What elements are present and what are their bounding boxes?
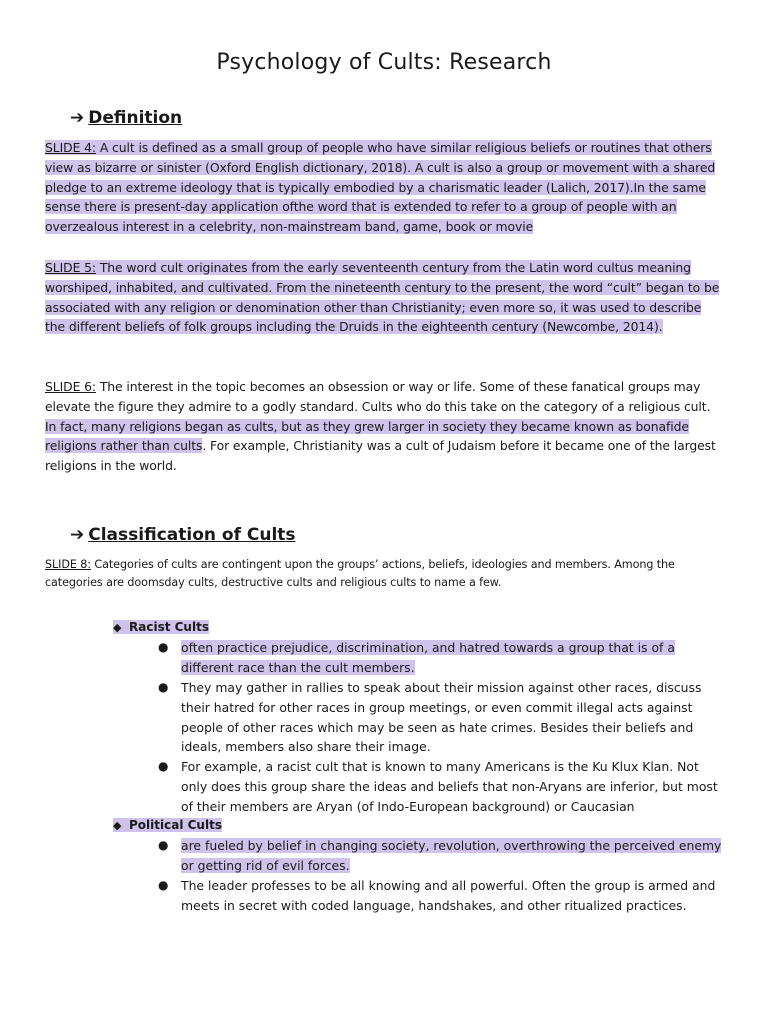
bullet-dot-icon: ● xyxy=(158,838,169,852)
slide-6-paragraph xyxy=(45,377,725,476)
bullet-dot-icon: ● xyxy=(158,640,169,654)
highlighted-text xyxy=(113,818,222,832)
category-racist-cults xyxy=(113,620,209,634)
bullet-text: They may gather in rallies to speak about their mission against other races, discuss their hatred for other races in group meetings, or even commit illegal acts against people of other races which may be seen as hate crimes. Besides their beliefs and ideals, members also share their image. xyxy=(181,680,702,755)
slide-label: SLIDE 6: xyxy=(45,379,96,394)
arrow-right-icon: ➔ xyxy=(70,108,85,128)
slide-4-paragraph xyxy=(45,138,725,237)
list-item xyxy=(158,678,723,757)
slide-text: Categories of cults are contingent upon the groups’ actions, beliefs, ideologies and members. Among the categories are doomsday cults, destructive cults and religious cults to name a few. xyxy=(45,558,675,589)
highlighted-text xyxy=(45,260,719,334)
diamond-bullet-icon: ◆ xyxy=(113,621,122,634)
bullet-dot-icon: ● xyxy=(158,878,169,892)
slide-8-paragraph xyxy=(45,556,725,592)
list-item xyxy=(158,876,723,916)
section-heading-text: Definition xyxy=(88,108,183,128)
slide-label: SLIDE 5: xyxy=(45,260,96,275)
slide-text: A cult is defined as a small group of people who have similar religious beliefs or routines that others view as bizarre or sinister (Oxford English dictionary, 2018). A cult is also a group or movement with a shared pledge to an extreme ideology that is typically embodied by a charismatic leader (Lalich, 2017).In the same sense there is present-day application ofthe word that is extended to refer to a group of people with an overzealous interest in a celebrity, non-mainstream band, game, book or movie xyxy=(45,140,716,235)
section-heading-classification xyxy=(70,525,296,545)
slide-5-paragraph xyxy=(45,258,725,337)
highlighted-text: often practice prejudice, discrimination, and hatred towards a group that is of a different race than the cult members. xyxy=(181,640,675,675)
bullet-text: For example, a racist cult that is known to many Americans is the Ku Klux Klan. Not only does this group share the ideas and beliefs that non-Aryans are inferior, but most of their members are Aryan (of Indo-European background) or Caucasian xyxy=(181,759,718,814)
arrow-right-icon: ➔ xyxy=(70,525,85,545)
slide-text: . For example, Christianity was a cult of Judaism before it became one of the largest religions in the world. xyxy=(45,438,716,474)
section-heading-definition xyxy=(70,108,182,128)
bullet-dot-icon: ● xyxy=(158,680,169,694)
list-item xyxy=(158,638,723,678)
list-item xyxy=(158,836,723,876)
highlighted-text xyxy=(113,620,209,634)
bullet-dot-icon: ● xyxy=(158,759,169,773)
slide-label: SLIDE 4: xyxy=(45,140,96,155)
category-political-cults xyxy=(113,818,222,832)
highlighted-text: are fueled by belief in changing society, revolution, overthrowing the perceived enemy or getting rid of evil forces. xyxy=(181,838,722,873)
list-item xyxy=(158,757,723,816)
category-name: Political Cults xyxy=(129,818,222,832)
slide-text: The interest in the topic becomes an obsession or way or life. Some of these fanatical groups may elevate the figure they admire to a godly standard. Cults who do this take on the category of a religious cult. xyxy=(45,379,711,414)
document-title: Psychology of Cults: Research xyxy=(216,50,552,75)
slide-label: SLIDE 8: xyxy=(45,558,91,571)
highlighted-text: In fact, many religions began as cults, but as they grew larger in society they became known as bonafide religions rather than cults xyxy=(45,418,689,454)
section-heading-text: Classification of Cults xyxy=(88,525,296,545)
slide-text: The word cult originates from the early seventeenth century from the Latin word cultus meaning worshiped, inhabited, and cultivated. From the nineteenth century to the present, the word “cult” began to be associated with any religion or denomination other than Christianity; even more so, it was used to describe the different beliefs of folk groups including the Druids in the eighteenth century (Newcombe, 2014). xyxy=(45,260,720,335)
category-name: Racist Cults xyxy=(129,620,209,634)
bullet-text: The leader professes to be all knowing and all powerful. Often the group is armed and meets in secret with coded language, handshakes, and other ritualized practices. xyxy=(181,878,716,913)
diamond-bullet-icon: ◆ xyxy=(113,819,122,832)
highlighted-text xyxy=(45,140,715,234)
